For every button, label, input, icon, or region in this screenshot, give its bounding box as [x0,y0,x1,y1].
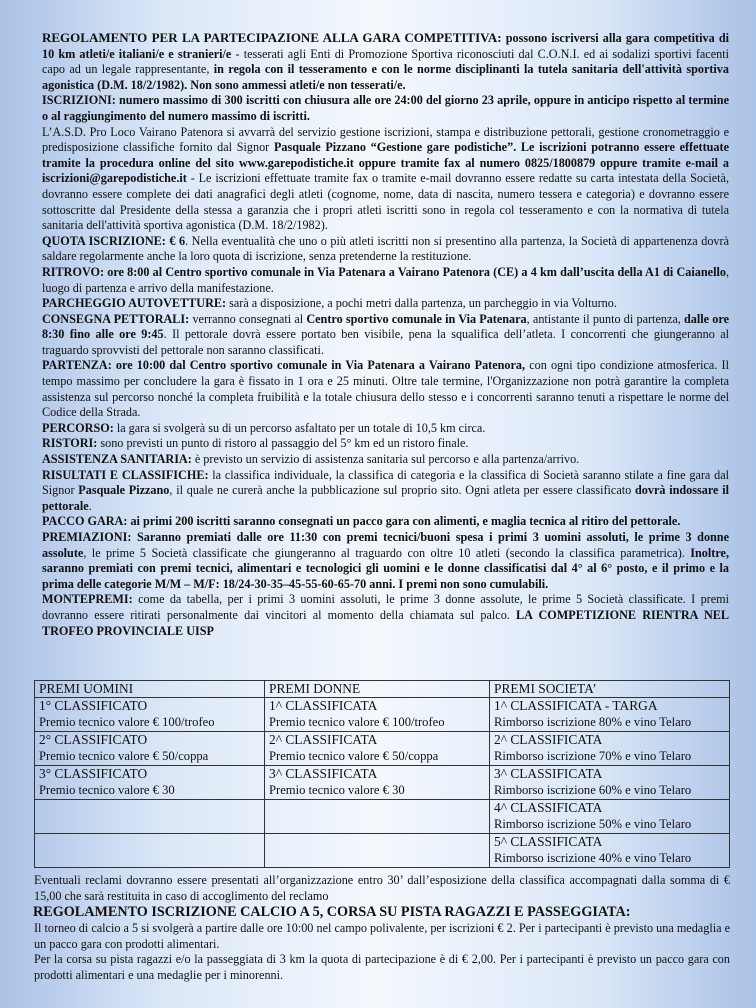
regulations-text [42,30,729,639]
risultati-bold1: Pasquale Pizzano [78,483,170,498]
calcio-paragraph-2: Per la corsa su pista ragazzi e/o la passeggiata di 3 km la quota di partecipazione è di € 2,00. Per i partecipanti è previsto un pacco gara con prodotti alimentari e una medaglie per i minorenni. [34,952,730,982]
cell-desc: Premio tecnico valore € 100/trofeo [39,715,215,729]
quota-label: QUOTA ISCRIZIONE: € 6 [42,233,186,248]
consegna-text2: , antistante il punto di partenza, [526,311,685,326]
regolamento-paragraph [42,30,729,93]
cell-desc: Premio tecnico valore € 30 [39,783,175,797]
assistenza-paragraph [42,452,729,468]
partenza-paragraph [42,358,729,420]
consegna-text3: . Il pettorale dovrà essere portato ben visibile, pena la squalifica dell’atleta. I concorrenti che giungeranno al traguardo sprovvisti del pettorale non saranno classificati. [42,327,729,357]
ristori-paragraph [42,436,729,452]
reclami-paragraph: Eventuali reclami dovranno essere presentati all’organizzazione entro 30’ dall’esposizione della classifica accompagnati dalla somma di € 15,00 che sarà restituita in caso di accoglimento del reclamo [34,873,730,903]
risultati-text1: la classifica individuale, la classifica di categoria e la classifica di Società saranno stilate a fine gara dal Signor [42,467,729,498]
assistenza-label: ASSISTENZA SANITARIA: [42,452,192,467]
montepremi-text: come da tabella, per i primi 3 uomini assoluti, le prime 3 donne assolute, le prime 5 Società classificate. I premi dovranno essere ritirati personalmente dai vincitori al momento della chiamata sul palco. [42,592,729,622]
cell-donne-3 [265,766,490,800]
cell-empty [35,834,265,868]
cell-societa-5 [490,834,730,868]
cell-title: 3^ CLASSIFICATA [494,766,603,781]
cell-desc: Premio tecnico valore € 30 [269,783,405,797]
cell-title: 1^ CLASSIFICATA - TARGA [494,698,658,713]
table-row [35,698,730,732]
cell-desc: Rimborso iscrizione 60% e vino Telaro [494,783,692,797]
calcio-paragraph-1: Il torneo di calcio a 5 si svolgerà a partire dalle ore 10:00 nel campo polivalente, per iscrizioni € 2. Per i partecipanti è previsto una medaglia e un pacco gara con prodotti alimentari. [34,921,730,951]
cell-title: 4^ CLASSIFICATA [494,800,603,815]
cell-desc: Premio tecnico valore € 50/coppa [39,749,209,763]
cell-empty [265,834,490,868]
regolamento-intro-bold: possono iscriversi alla gara competitiva di 10 km atleti/e italiani/e e stranieri/e [42,31,729,61]
premiazioni-bold2: Inoltre, saranno premiati con premi tecnici, alimentari e tecnologici gli uomini e le donne classificatisi dal 4° al 6° posto, e il primo e la prima delle categorie M/M – M/F: 18/24-30-35–45-55-60-65-70 anni. I premi non sono cumulabili. [42,545,729,591]
montepremi-bold: LA COMPETIZIONE RIENTRA NEL TROFEO PROVINCIALE UISP [42,607,729,638]
cell-desc: Rimborso iscrizione 70% e vino Telaro [494,749,692,763]
parcheggio-text: sarà a disposizione, a pochi metri dalla partenza, un parcheggio in via Volturno. [226,296,617,311]
cell-title: 5^ CLASSIFICATA [494,834,603,849]
premiazioni-paragraph [42,530,729,592]
cell-title: 2^ CLASSIFICATA [269,732,378,747]
ritrovo-paragraph [42,265,729,296]
cell-uomini-2 [35,732,265,766]
cell-title: 2° CLASSIFICATO [39,732,148,747]
iscrizioni-paragraph [42,93,729,124]
cell-societa-3 [490,766,730,800]
percorso-text: la gara si svolgerà su di un percorso asfaltato per un totale di 10,5 km circa. [113,420,486,435]
percorso-paragraph [42,421,729,437]
partenza-bold: PARTENZA: ore 10:00 dal Centro sportivo comunale in Via Patenara a Vairano Patenora, [42,358,526,373]
calcio-title: REGOLAMENTO ISCRIZIONE CALCIO A 5, CORSA SU PISTA RAGAZZI E PASSEGGIATA: [33,904,631,920]
pacco-text: PACCO GARA: ai primi 200 iscritti saranno consegnati un pacco gara con alimenti, e maglia tecnica al ritiro del pettorale. [42,514,681,529]
premiazioni-bold1: PREMIAZIONI: Saranno premiati dalle ore 11:30 con premi tecnici/buoni spesa i primi 3 uomini assoluti, le prime 3 donne assolute [42,530,729,560]
cell-empty [35,800,265,834]
consegna-bold2: dalle ore 8:30 fino alle ore 9:45 [42,311,729,342]
risultati-text3: . [88,498,92,513]
risultati-label: RISULTATI E CLASSIFICHE: [42,467,209,482]
cell-desc: Premio tecnico valore € 100/trofeo [269,715,445,729]
risultati-text2: , il quale ne curerà anche la pubblicazione sul proprio sito. Ogni atleta per essere classificato [169,483,635,498]
cell-title: 1^ CLASSIFICATA [269,698,378,713]
quota-text: . Nella eventualità che uno o più atleti iscritti non si presentino alla partenza, la Società di appartenenza dovrà saldare regolarmente anche la loro quota di iscrizione, senza pretenderne la restituzione. [42,233,729,264]
regolamento-intro-text: - tesserati agli Enti di Promozione Sportiva riconosciuti dal C.O.N.I. ed ai sodalizi sportivi facenti capo ad un legale rappresentante, [42,46,729,77]
regolamento-intro-bold2: in regola con il tesseramento e con le norme disciplinanti la tutela sanitaria dell'attività sportiva agonistica (D.M. 18/2/1982). Non sono ammessi atleti/e non tesserati/e. [42,62,729,92]
consegna-paragraph [42,312,729,359]
cell-empty [265,800,490,834]
calcio-text [34,921,730,983]
servizio-bold1: Pasquale Pizzano “Gestione gare podistiche” [273,140,514,155]
cell-desc: Rimborso iscrizione 50% e vino Telaro [494,817,692,831]
partenza-text: con ogni tipo condizione atmosferica. Il tempo massimo per concludere la gara è fissato in 1 ora e 25 minuti. Oltre tale termine, l'Organizzazione non potrà garantire la completa assistenza sul percorso nonché la completa fruibilità e la totale chiusura dello stesso e i concorrenti saranno tenuti a rispettare le norme del Codice della Strada. [42,358,729,420]
cell-desc: Rimborso iscrizione 80% e vino Telaro [494,715,692,729]
premiazioni-text1: , le prime 5 Società classificate che giungeranno al traguardo con oltre 10 atleti (secondo la classifica parametrica). [83,545,691,560]
cell-desc: Rimborso iscrizione 40% e vino Telaro [494,851,692,865]
table-row [35,766,730,800]
montepremi-paragraph [42,592,729,639]
pacco-paragraph [42,514,729,530]
cell-title: 1° CLASSIFICATO [39,698,148,713]
prize-table-header [35,681,730,698]
cell-title: 3° CLASSIFICATO [39,766,148,781]
iscrizioni-text: ISCRIZIONI: numero massimo di 300 iscritti con chiusura alle ore 24:00 del giorno 23 aprile, oppure in anticipo rispetto al termine o al raggiungimento del numero massimo di iscritti. [42,93,729,123]
ristori-label: RISTORI: [42,436,98,451]
regolamento-title: REGOLAMENTO PER LA PARTECIPAZIONE ALLA GARA COMPETITIVA: [42,30,502,45]
risultati-paragraph [42,468,729,515]
table-row [35,800,730,834]
servizio-text1: L’A.S.D. Pro Loco Vairano Patenora si avvarrà del servizio gestione iscrizioni, stampa e distribuzione pettorali, gestione cronometraggio e predisposizione classifiche fornito dal Signor [42,124,729,155]
servizio-text2: - Le iscrizioni effettuate tramite fax o tramite e-mail dovranno essere redatte su carta intestata della Società, dovranno essere complete dei dati anagrafici degli atleti (cognome, nome, data di nascita, numero tessera e categoria) e dovranno essere sottoscritte dal Presidente della stessa a garanzia che i propri atleti iscritti sono in regola col tesseramento e con la normativa di tutela sanitaria dell'attività sportiva agonistica (D.M. 18/2/1982). [42,171,729,233]
prize-table [34,680,730,868]
assistenza-text: è previsto un servizio di assistenza sanitaria sul percorso e alla partenza/arrivo. [191,452,580,467]
cell-uomini-1 [35,698,265,732]
cell-title: 3^ CLASSIFICATA [269,766,378,781]
header-premi-societa: PREMI SOCIETA’ [490,681,730,698]
ristori-text: sono previsti un punto di ristoro al passaggio del 5° km ed un ristoro finale. [97,436,469,451]
consegna-label: CONSEGNA PETTORALI: [42,311,190,326]
parcheggio-paragraph [42,296,729,312]
header-premi-donne: PREMI DONNE [265,681,490,698]
servizio-paragraph [42,125,729,234]
quota-paragraph [42,234,729,265]
ritrovo-text: , luogo di partenza e arrivo della manifestazione. [42,264,729,295]
parcheggio-label: PARCHEGGIO AUTOVETTURE: [42,296,227,311]
cell-title: 2^ CLASSIFICATA [494,732,603,747]
consegna-text1: verranno consegnati al [189,311,307,326]
servizio-bold2: . Le iscrizioni potranno essere effettuate tramite la procedura online del sito www.garepodistiche.it oppure tramite fax al numero 0825/1800879 oppure tramite e-mail a iscrizioni@garepodistiche.it [42,140,729,186]
table-row [35,732,730,766]
cell-desc: Premio tecnico valore € 50/coppa [269,749,439,763]
risultati-bold2: dovrà indossare il pettorale [42,483,729,513]
cell-societa-2 [490,732,730,766]
cell-societa-4 [490,800,730,834]
cell-societa-1 [490,698,730,732]
reclami-text [34,873,730,904]
consegna-bold1: Centro sportivo comunale in Via Patenara [306,311,527,326]
montepremi-label: MONTEPREMI: [42,592,133,607]
cell-donne-1 [265,698,490,732]
cell-donne-2 [265,732,490,766]
table-row [35,834,730,868]
header-premi-uomini: PREMI UOMINI [35,681,265,698]
ritrovo-bold: RITROVO: ore 8:00 al Centro sportivo comunale in Via Patenara a Vairano Patenora (CE) a 4 km dall’uscita della A1 di Caianello [42,264,726,279]
cell-uomini-3 [35,766,265,800]
percorso-label: PERCORSO: [42,420,114,435]
